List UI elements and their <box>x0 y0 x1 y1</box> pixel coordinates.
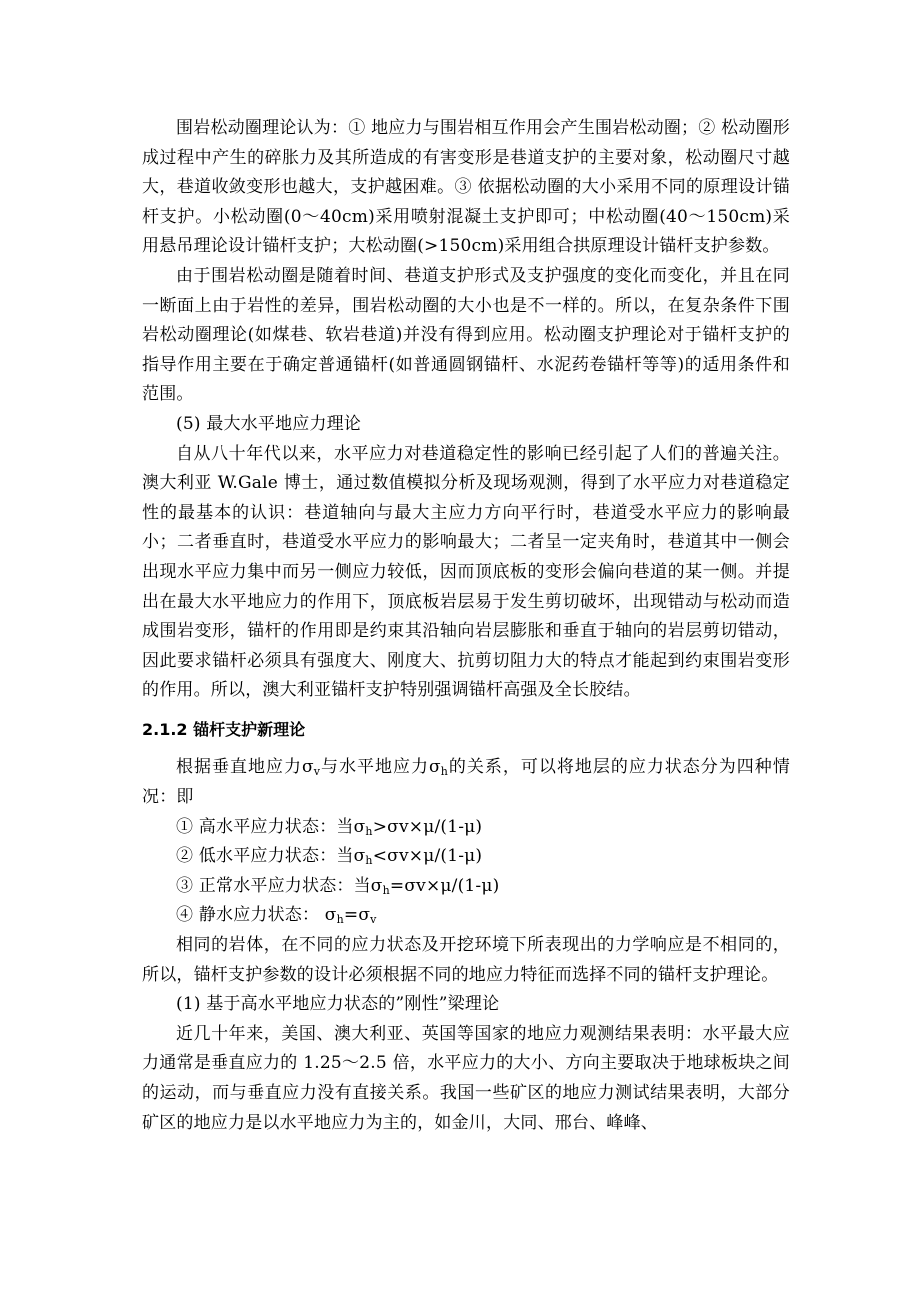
text-segment: =σv×μ/(1-μ) <box>389 875 500 896</box>
subscript: v <box>313 765 321 779</box>
condition-low-horizontal <box>142 842 790 872</box>
subscript: v <box>370 913 377 927</box>
condition-hydrostatic <box>142 901 790 931</box>
subscript: h <box>440 765 449 779</box>
text-segment: ① 高水平应力状态：当σ <box>176 816 366 837</box>
text-segment: >σv×μ/(1-μ) <box>372 816 483 837</box>
condition-high-horizontal <box>142 813 790 843</box>
paragraph-stress-observations: 近几十年来，美国、澳大利亚、英国等国家的地应力观测结果表明：水平最大应力通常是垂直应力的 1.25～2.5 倍，水平应力的大小、方向主要取决于地球板块之间的运动，而与垂直应力没有直接关系。我国一些矿区的地应力测试结果表明，大部分矿区的地应力是以水平地应力为主的，如金川，大同、邢台、峰峰、 <box>142 1023 790 1133</box>
text-segment: 根据垂直地应力σ <box>176 757 314 778</box>
text-segment: ④ 静水应力状态： σ <box>176 905 337 926</box>
subscript: h <box>365 824 373 838</box>
paragraph-horizontal-stress: 自从八十年代以来，水平应力对巷道稳定性的影响已经引起了人们的普遍关注。澳大利亚 W.Gale 博士，通过数值模拟分析及现场观测，得到了水平应力对巷道稳定性的最基本的认识：巷道轴向与最大主应力方向平行时，巷道受水平应力的影响最小；二者垂直时，巷道受水平应力的影响最大；二者呈一定夹角时，巷道其中一侧会出现水平应力集中而另一侧应力较低，因而顶底板的变形会偏向巷道的某一侧。并提出在最大水平地应力的作用下，顶底板岩层易于发生剪切破坏，出现错动与松动而造成围岩变形，锚杆的作用即是约束其沿轴向岩层膨胀和垂直于轴向的岩层剪切错动，因此要求锚杆必须具有强度大、刚度大、抗剪切阻力大的特点才能起到约束围岩变形的作用。所以，澳大利亚锚杆支护特别强调锚杆高强及全长胶结。 <box>142 443 790 701</box>
subscript: h <box>336 913 344 927</box>
text-segment: 与水平地应力σ <box>320 757 441 778</box>
paragraph-stress-states <box>142 753 790 812</box>
paragraph-mechanical-response: 相同的岩体，在不同的应力状态及开挖环境下所表现出的力学响应是不相同的，所以，锚杆支护参数的设计必须根据不同的地应力特征而选择不同的锚杆支护理论。 <box>142 935 790 985</box>
subscript: h <box>365 854 373 868</box>
text-segment: ② 低水平应力状态：当σ <box>176 846 366 867</box>
condition-normal-horizontal <box>142 872 790 902</box>
paragraph-loose-zone-theory: 围岩松动圈理论认为：① 地应力与围岩相互作用会产生围岩松动圈；② 松动圈形成过程中产生的碎胀力及其所造成的有害变形是巷道支护的主要对象，松动圈尺寸越大，巷道收敛变形也越大，支护越困难。③ 依据松动圈的大小采用不同的原理设计锚杆支护。小松动圈(0～40cm)采用喷射混凝土支护即可；中松动圈(40～150cm)采用悬吊理论设计锚杆支护；大松动圈(>150cm)采用组合拱原理设计锚杆支护参数。 <box>142 118 790 257</box>
text-segment: ③ 正常水平应力状态：当σ <box>176 875 383 896</box>
text-segment: <σv×μ/(1-μ) <box>372 846 483 867</box>
heading-new-theory: 2.1.2 锚杆支护新理论 <box>142 719 306 739</box>
section-max-horizontal-stress: (5) 最大水平地应力理论 <box>176 413 362 434</box>
subscript: h <box>382 883 390 897</box>
text-segment: =σ <box>343 905 371 926</box>
paragraph-loose-zone-limits: 由于围岩松动圈是随着时间、巷道支护形式及支护强度的变化而变化，并且在同一断面上由于岩性的差异，围岩松动圈的大小也是不一样的。所以，在复杂条件下围岩松动圈理论(如煤巷、软岩巷道)并没有得到应用。松动圈支护理论对于锚杆支护的指导作用主要在于确定普通锚杆(如普通圆钢锚杆、水泥药卷锚杆等等)的适用条件和范围。 <box>142 265 790 405</box>
document-page <box>142 114 790 1138</box>
section-rigid-beam-theory: (1) 基于高水平地应力状态的”刚性”梁理论 <box>176 994 500 1015</box>
text-segment: 的关系，可以将地层的应力状态分为四种情况：即 <box>142 757 790 808</box>
